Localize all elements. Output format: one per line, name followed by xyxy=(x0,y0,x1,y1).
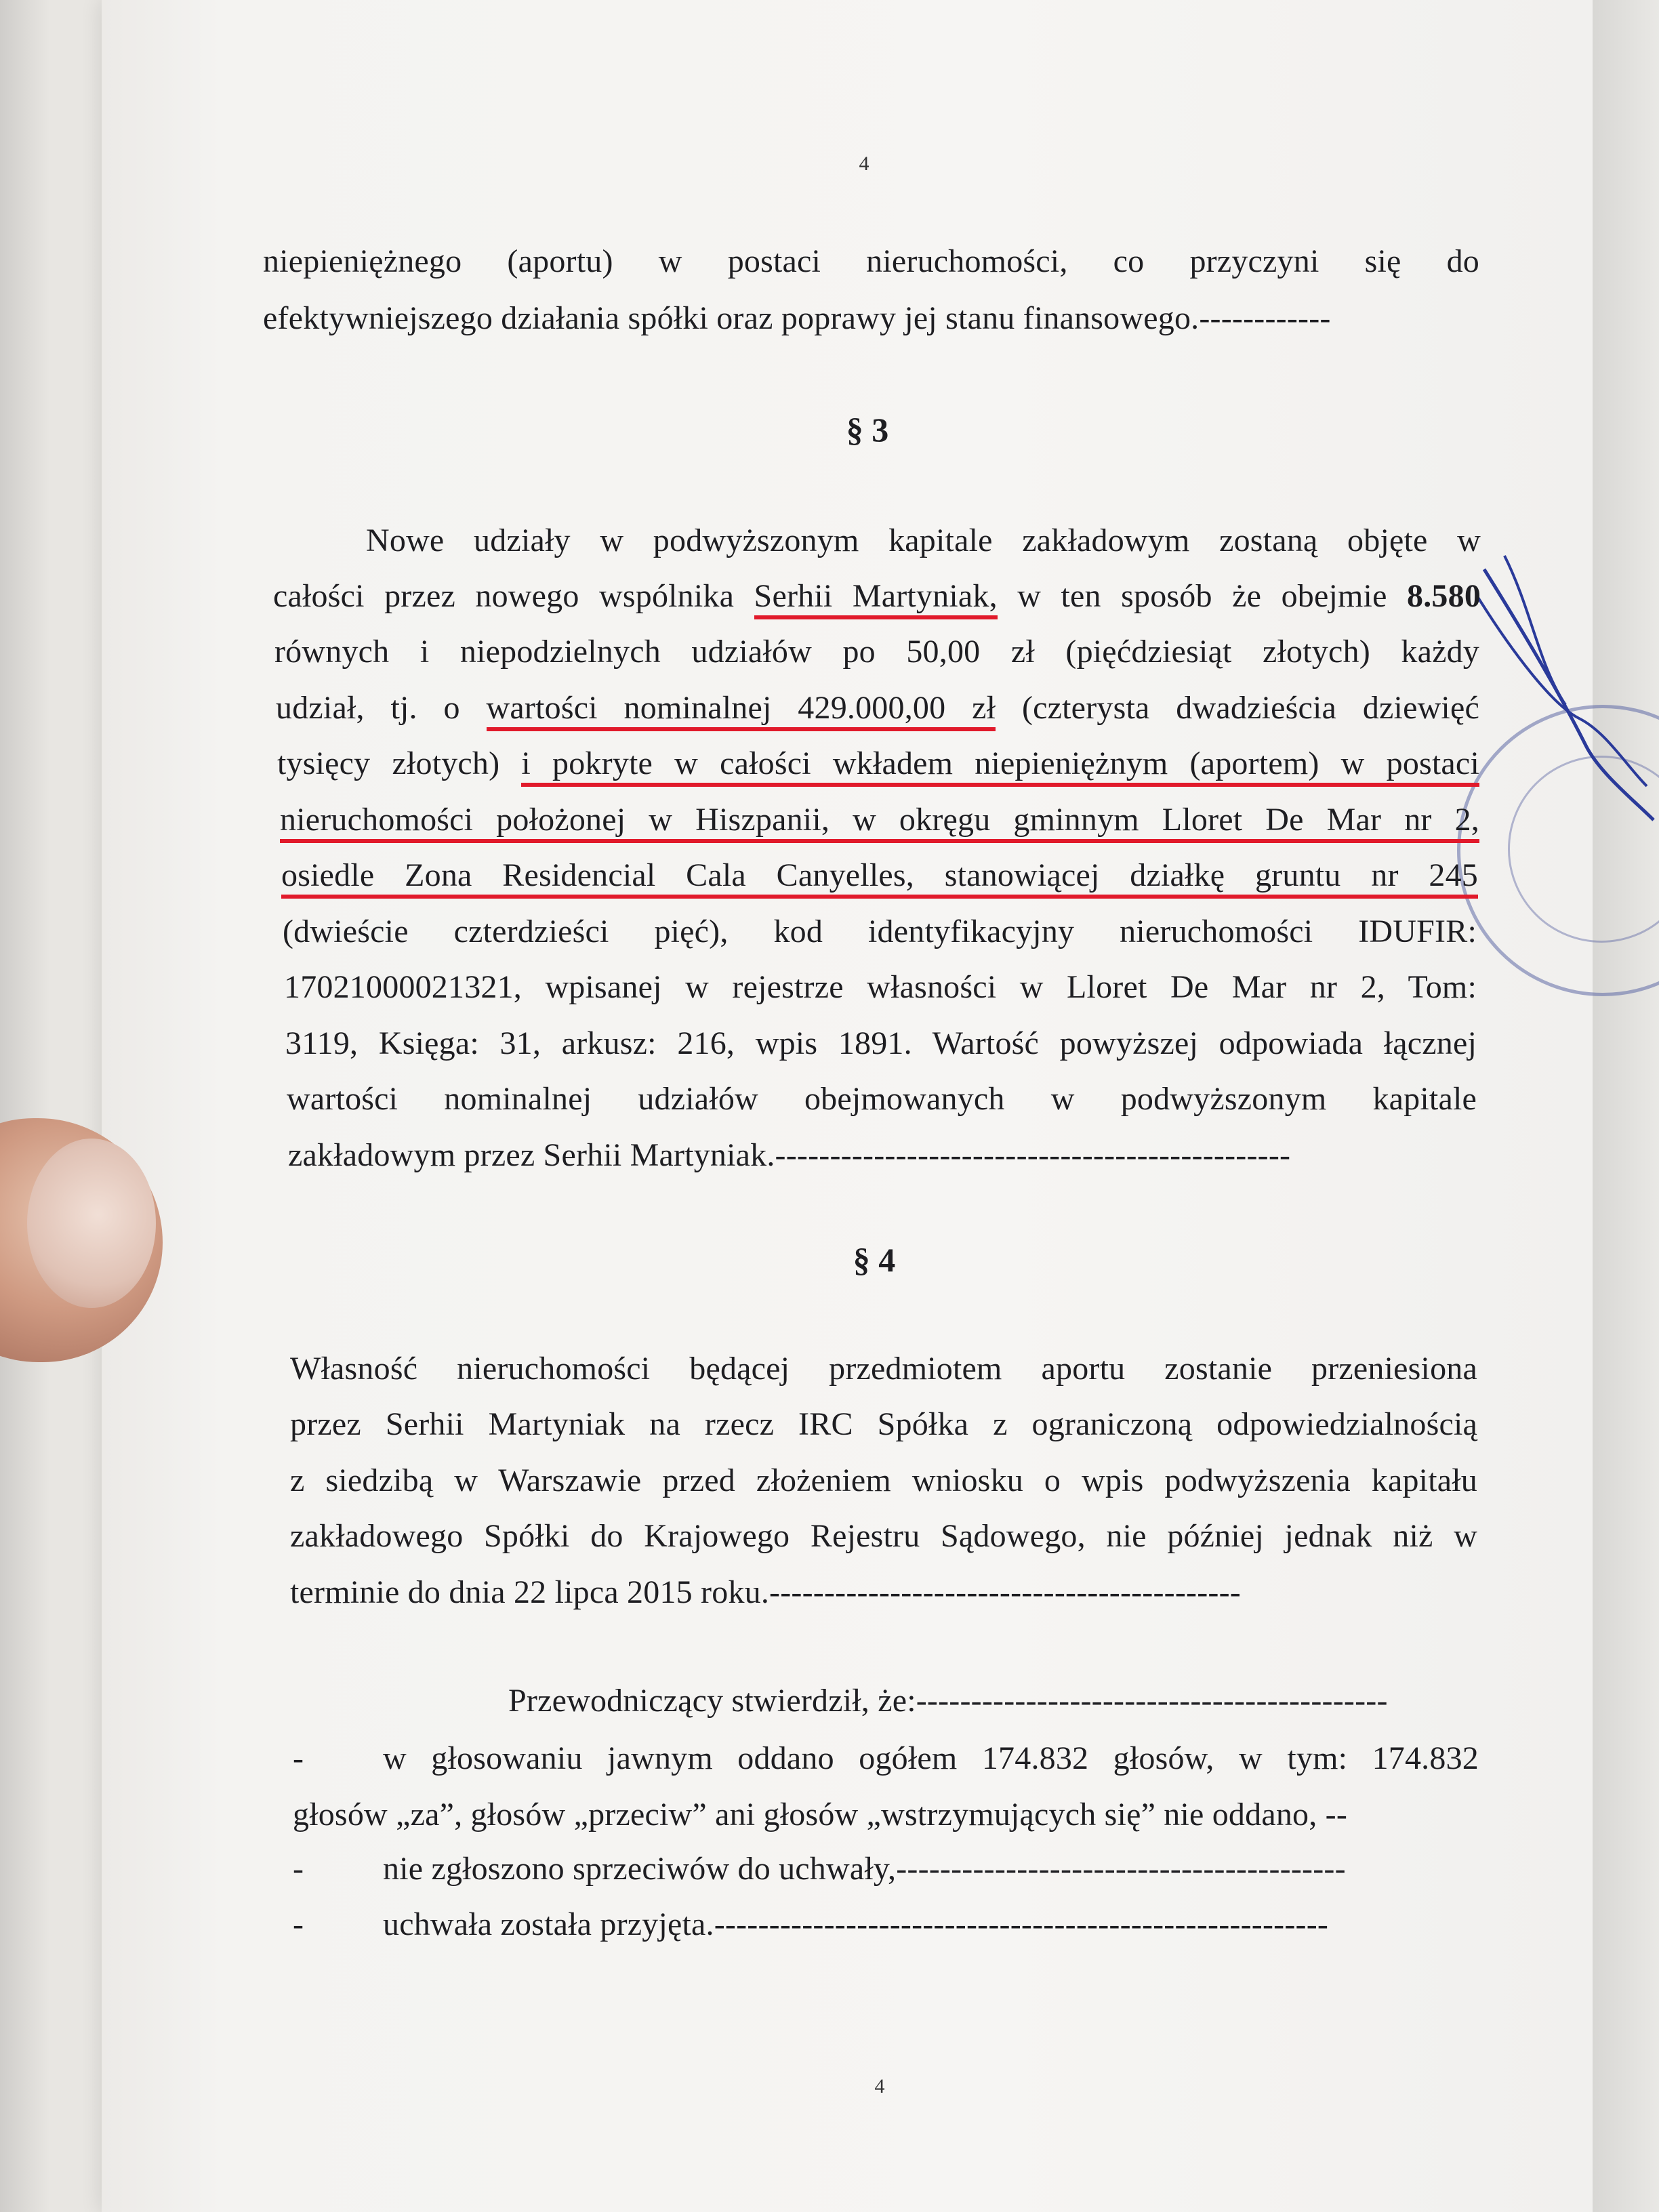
property-plot-underlined: osiedle Zona Residencial Cala Canyelles, stanowiącej działkę gruntu nr 245 xyxy=(281,857,1478,899)
s3-line-7 xyxy=(281,855,1478,896)
s3-line-10: 3119, Księga: 31, arkusz: 216, wpis 1891. Wartość powyższej odpowiada łącznej xyxy=(285,1025,1477,1061)
chairman-line-1: Przewodniczący stwierdził, że:------------------------------------------- xyxy=(508,1683,1388,1719)
s3-line-3: równych i niepodzielnych udziałów po 50,00 zł (pięćdziesiąt złotych) każdy xyxy=(274,634,1479,670)
s3-line-5-a: tysięcy złotych) xyxy=(277,745,522,781)
s4-line-4: zakładowego Spółki do Krajowego Rejestru Sądowego, nie później jednak niż w xyxy=(290,1518,1477,1554)
bullet-2: - xyxy=(293,1851,304,1887)
s3-line-12: zakładowym przez Serhii Martyniak.----------------------------------------------- xyxy=(288,1137,1291,1173)
chairman-line-5: uchwała została przyjęta.-------------------------------------------------------- xyxy=(383,1906,1329,1942)
chairman-line-2: w głosowaniu jawnym oddano ogółem 174.832 głosów, w tym: 174.832 xyxy=(383,1740,1479,1776)
shareholder-name-underlined: Serhii Martyniak, xyxy=(754,578,998,619)
intro-line-2: efektywniejszego działania spółki oraz poprawy jej stanu finansowego.------------ xyxy=(263,300,1331,336)
s3-line-2-a: całości przez nowego wspólnika xyxy=(273,578,754,614)
s3-line-4 xyxy=(276,688,1479,729)
bullet-1: - xyxy=(293,1740,304,1776)
s4-line-1: Własność nieruchomości będącej przedmiotem aportu zostanie przeniesiona xyxy=(290,1351,1477,1387)
share-count-bold: 8.580 xyxy=(1407,578,1481,614)
s3-line-4-b: (czterysta dwadzieścia dziewięć xyxy=(996,690,1479,726)
s3-line-4-a: udział, tj. o xyxy=(276,690,487,726)
bullet-3: - xyxy=(293,1906,304,1942)
nominal-value-underlined: wartości nominalnej 429.000,00 zł xyxy=(487,690,996,731)
s4-line-3: z siedzibą w Warszawie przed złożeniem wniosku o wpis podwyższenia kapitału xyxy=(290,1462,1477,1498)
s3-line-6 xyxy=(280,800,1479,840)
section-3-heading: § 3 xyxy=(846,411,889,449)
page-number-bottom: 4 xyxy=(874,2075,885,2097)
section-4-heading: § 4 xyxy=(853,1241,896,1279)
s4-line-5: terminie do dnia 22 lipca 2015 roku.------------------------------------------- xyxy=(290,1574,1241,1610)
intro-line-1: niepieniężnego (aportu) w postaci nieruchomości, co przyczyni się do xyxy=(263,243,1479,279)
page-number-top: 4 xyxy=(859,152,869,175)
s4-line-2: przez Serhii Martyniak na rzecz IRC Spółka z ograniczoną odpowiedzialnością xyxy=(290,1406,1477,1442)
s3-line-11: wartości nominalnej udziałów obejmowanych w podwyższonym kapitale xyxy=(287,1081,1477,1117)
chairman-line-3: głosów „za”, głosów „przeciw” ani głosów „wstrzymujących się” nie oddano, -- xyxy=(293,1797,1348,1832)
chairman-line-4: nie zgłoszono sprzeciwów do uchwały,----------------------------------------- xyxy=(383,1851,1346,1887)
s3-line-8: (dwieście czterdzieści pięć), kod identyfikacyjny nieruchomości IDUFIR: xyxy=(283,914,1477,949)
contribution-underlined: i pokryte w całości wkładem niepieniężnym (aportem) w postaci xyxy=(521,745,1479,787)
s3-line-1: Nowe udziały w podwyższonym kapitale zakładowym zostaną objęte w xyxy=(366,523,1481,558)
property-location-underlined: nieruchomości położonej w Hiszpanii, w okręgu gminnym Lloret De Mar nr 2, xyxy=(280,802,1479,843)
next-page-edge xyxy=(1593,0,1659,2212)
s3-line-9: 17021000021321, wpisanej w rejestrze własności w Lloret De Mar nr 2, Tom: xyxy=(284,969,1477,1005)
signature-drawing xyxy=(1477,542,1659,827)
fingernail xyxy=(27,1139,156,1308)
s3-line-5 xyxy=(277,743,1479,784)
s3-line-2-b: w ten sposób że obejmie xyxy=(997,578,1408,614)
s3-line-2 xyxy=(273,576,1481,617)
